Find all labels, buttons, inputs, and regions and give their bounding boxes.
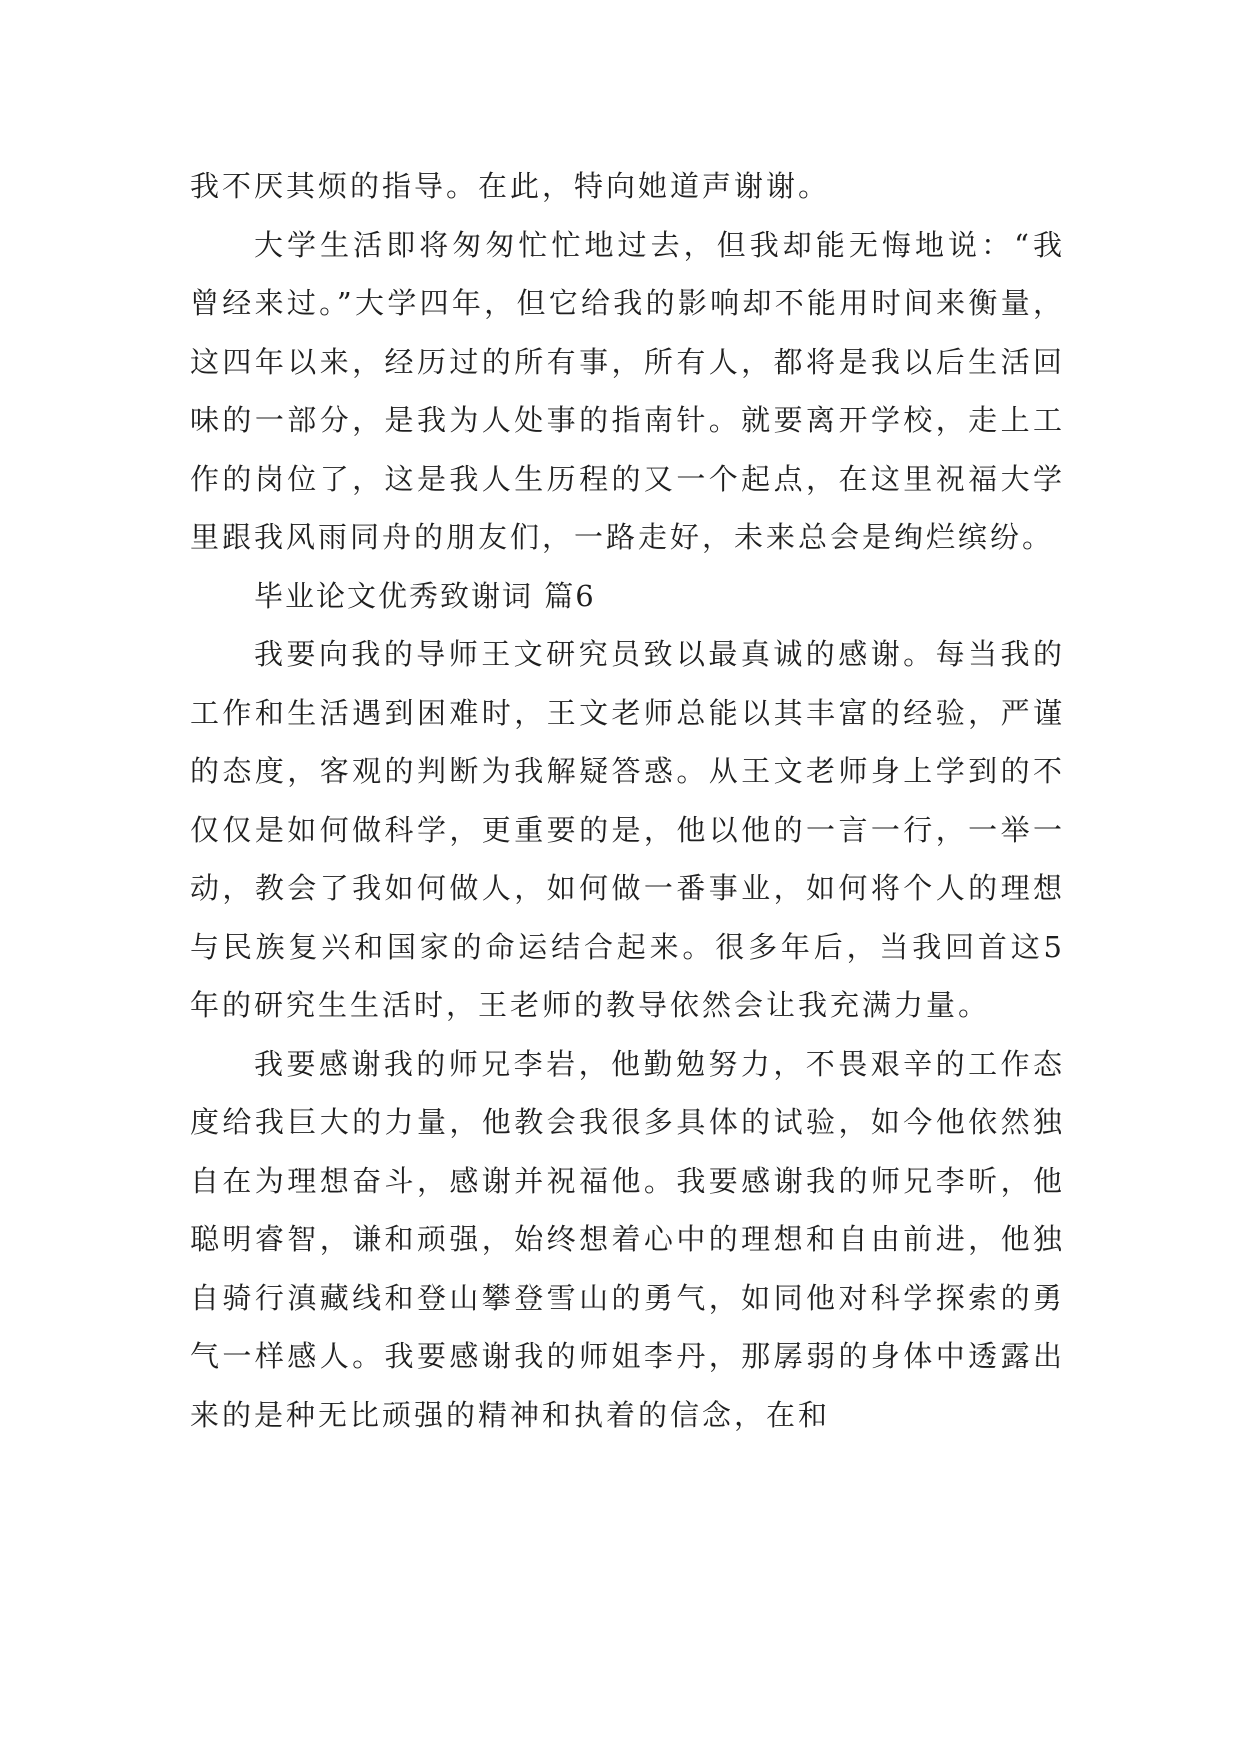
document-body [190,157,1065,1444]
paragraph-2: 大学生活即将匆匆忙忙地过去，但我却能无悔地说：“我曾经来过。”大学四年，但它给我的影响却不能用时间来衡量，这四年以来，经历过的所有事，所有人，都将是我以后生活回味的一部分，是我为人处事的指南针。就要离开学校，走上工作的岗位了，这是我人生历程的又一个起点，在这里祝福大学里跟我风雨同舟的朋友们，一路走好，未来总会是绚烂缤纷。 [190,227,1065,554]
paragraph-3: 我要向我的导师王文研究员致以最真诚的感谢。每当我的工作和生活遇到困难时，王文老师总能以其丰富的经验，严谨的态度，客观的判断为我解疑答惑。从王文老师身上学到的不仅仅是如何做科学，更重要的是，他以他的一言一行，一举一动，教会了我如何做人，如何做一番事业，如何将个人的理想与民族复兴和国家的命运结合起来。很多年后，当我回首这5年的研究生生活时，王老师的教导依然会让我充满力量。 [190,637,1065,1022]
paragraph-4: 我要感谢我的师兄李岩，他勤勉努力，不畏艰辛的工作态度给我巨大的力量，他教会我很多具体的试验，如今他依然独自在为理想奋斗，感谢并祝福他。我要感谢我的师兄李昕，他聪明睿智，谦和顽强，始终想着心中的理想和自由前进，他独自骑行滇藏线和登山攀登雪山的勇气，如同他对科学探索的勇气一样感人。我要感谢我的师姐李丹，那孱弱的身体中透露出来的是种无比顽强的精神和执着的信念，在和 [190,1046,1065,1432]
paragraph-1: 我不厌其烦的指导。在此，特向她道声谢谢。 [190,169,831,203]
section-heading: 毕业论文优秀致谢词 篇6 [254,578,596,613]
